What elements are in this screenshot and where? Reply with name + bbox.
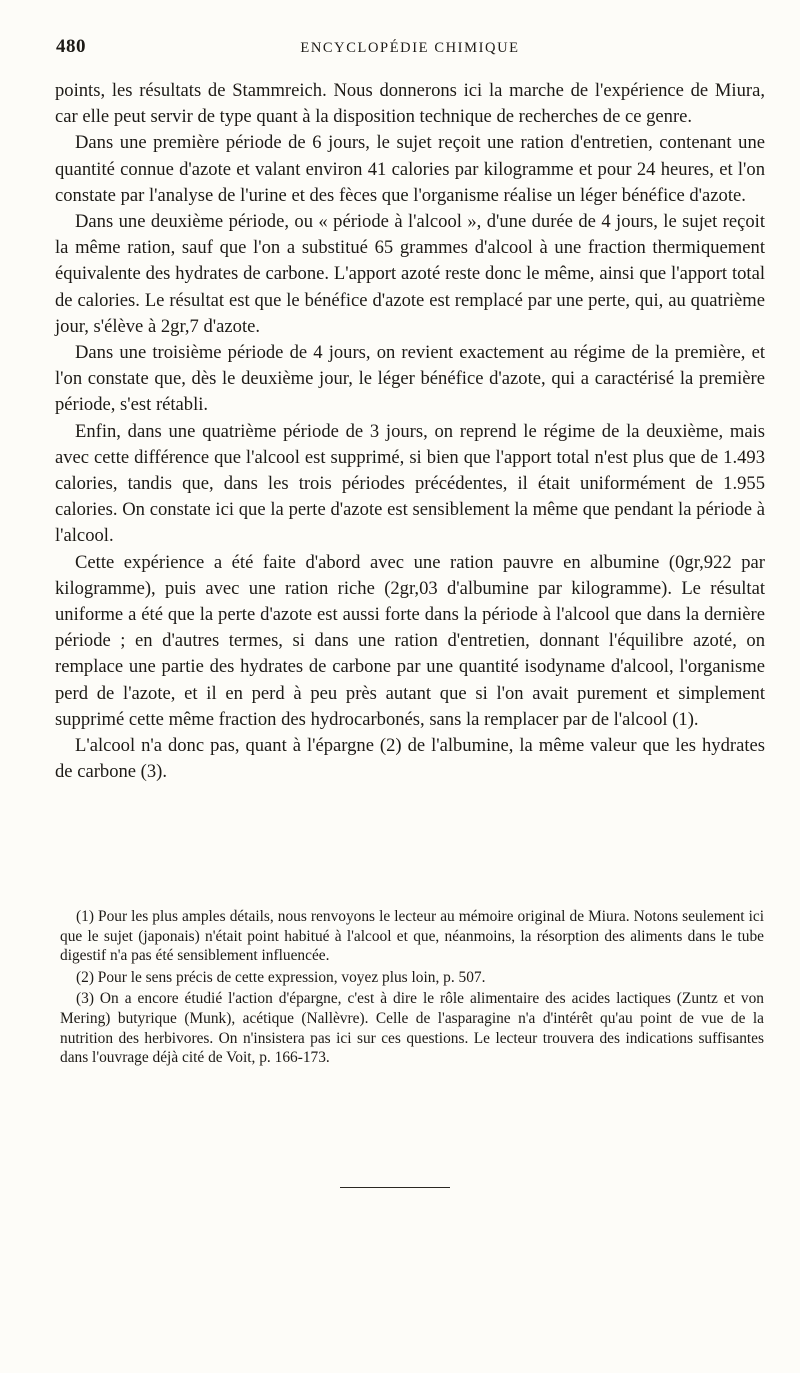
paragraph-second-period: Dans une deuxième période, ou « période à l'alcool », d'une durée de 4 jours, le sujet reçoit la même ration, sauf que l'on a substitué 65 grammes d'alcool à une fraction thermiquement équivalente des hydrates de carbone. L'apport azoté reste donc le même, ainsi que l'apport total de calories. Le résultat est que le bénéfice d'azote est remplacé par une perte, qui, au quatrième jour, s'élève à 2gr,7 d'azote. [55, 211, 765, 337]
page-header [56, 36, 764, 66]
end-rule-divider [340, 1187, 450, 1188]
paragraph-third-period: Dans une troisième période de 4 jours, on revient exactement au régime de la première, et l'on constate que, dès le deuxième jour, le léger bénéfice d'azote, qui a caractérisé la première période, s'est rétabli. [55, 342, 765, 416]
paragraph-experiment-result: Cette expérience a été faite d'abord avec une ration pauvre en albumine (0gr,922 par kilogramme), puis avec une ration riche (2gr,03 d'albumine par kilogramme). Le résultat uniforme a été que la perte d'azote est aussi forte dans la période à l'alcool que dans la dernière période ; en d'autres termes, si dans une ration d'entretien, donnant l'équilibre azoté, on remplace une partie des hydrates de carbone par une quantité isodyname d'alcool, l'organisme perd de l'azote, et il en perd à peu près autant que si l'on avait purement et simplement supprimé cette même fraction des hydrocarbonés, sans la remplacer par de l'alcool (1). [55, 551, 765, 730]
running-title: ENCYCLOPÉDIE CHIMIQUE [300, 40, 520, 56]
footnote-2: (2) Pour le sens précis de cette expression, voyez plus loin, p. 507. [76, 968, 486, 986]
paragraph-conclusion: L'alcool n'a donc pas, quant à l'épargne (2) de l'albumine, la même valeur que les hydrates de carbone (3). [55, 735, 765, 783]
paragraph-continued: points, les résultats de Stammreich. Nous donnerons ici la marche de l'expérience de Miura, car elle peut servir de type quant à la disposition technique de recherches de ce genre. [55, 80, 765, 128]
footnote-1: (1) Pour les plus amples détails, nous renvoyons le lecteur au mémoire original de Miura. Notons seulement ici que le sujet (japonais) n'était point habitué à l'alcool et que, néanmoins, la résorption des aliments dans le tube digestif n'a pas été sensiblement influencée. [60, 908, 764, 965]
paragraph-fourth-period: Enfin, dans une quatrième période de 3 jours, on reprend le régime de la deuxième, mais avec cette différence que l'alcool est supprimé, si bien que l'apport total n'est plus que de 1.493 calories, tandis que, dans les trois périodes précédentes, il était uniformément de 1.955 calories. On constate ici que la perte d'azote est sensiblement la même que pendant la période à l'alcool. [55, 420, 765, 547]
footnote-3: (3) On a encore étudié l'action d'épargne, c'est à dire le rôle alimentaire des acides lactiques (Zuntz et von Mering) butyrique (Munk), acétique (Nallèvre). Celle de l'asparagine n'a d'intérêt qu'au point de vue de la nutrition des herbivores. On n'insistera pas ici sur ces questions. Le lecteur trouvera des indications suffisantes dans l'ouvrage déjà cité de Voit, p. 166-173. [60, 990, 764, 1067]
footnotes [60, 907, 764, 1070]
page-number: 480 [56, 36, 86, 57]
paragraph-first-period: Dans une première période de 6 jours, le sujet reçoit une ration d'entretien, contenant une quantité connue d'azote et valant environ 41 calories par kilogramme et pour 24 heures, et l'on constate par l'analyse de l'urine et des fèces que l'organisme réalise un léger bénéfice d'azote. [55, 132, 765, 206]
body-text [55, 78, 765, 785]
